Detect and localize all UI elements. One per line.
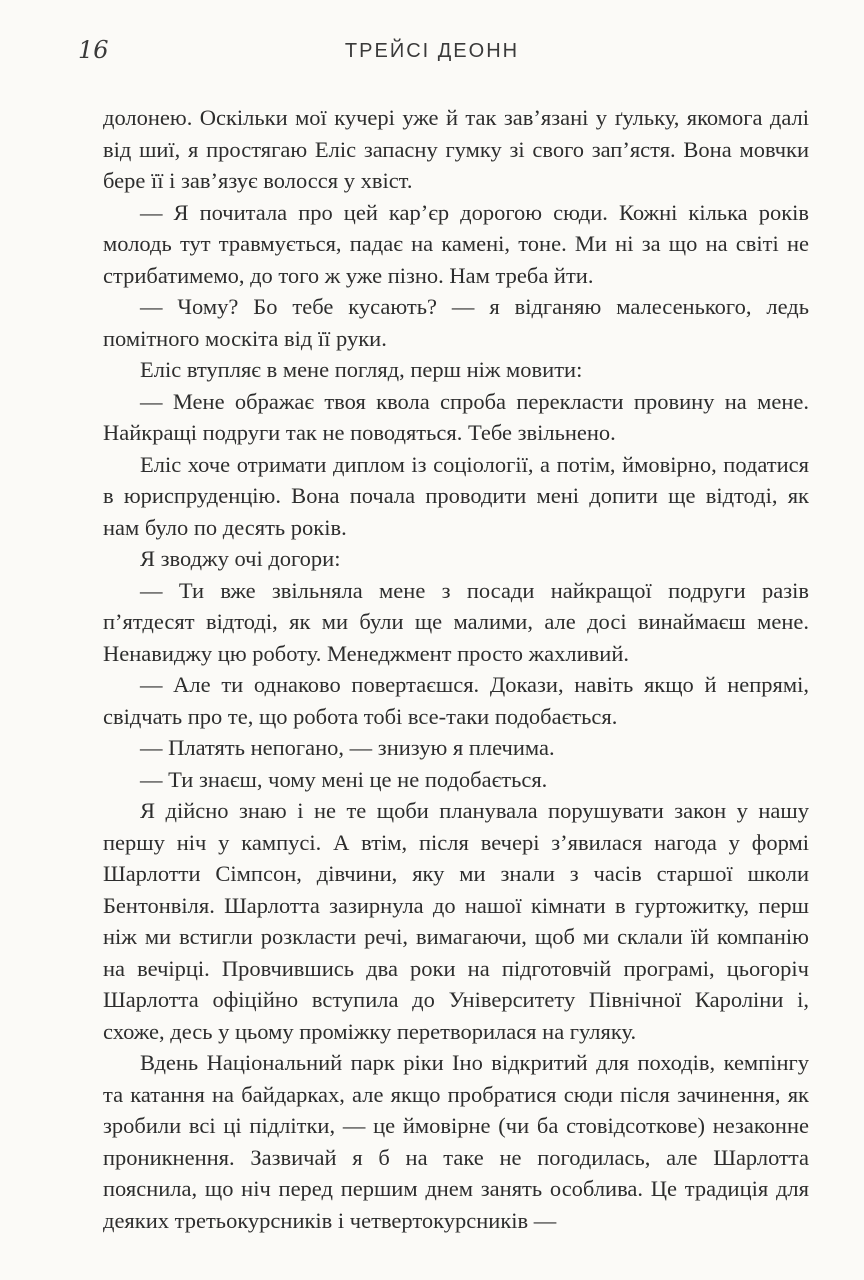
paragraph: — Платять непогано, — знизую я плечима.: [140, 735, 555, 760]
paragraph: — Ти вже звільняла мене з посади найкращої подруги разів п’ятдесят відтоді, як ми були ще малими, але досі винаймаєш мене. Ненавиджу цю роботу. Менеджмент просто жахливий.: [103, 577, 809, 666]
paragraph: — Чому? Бо тебе кусають? — я відганяю малесенького, ледь помітного москіта від її руки.: [103, 294, 809, 351]
page-number: 16: [78, 36, 109, 64]
paragraph: Еліс хоче отримати диплом із соціології, а потім, ймовірно, податися в юриспруденцію. Вона почала проводити мені допити ще відтоді, як нам було по десять років.: [103, 451, 809, 540]
paragraph: — Але ти однаково повертаєшся. Докази, навіть якщо й непрямі, свідчать про те, що робота тобі все-таки подобається.: [103, 672, 809, 729]
running-head-author: ТРЕЙСІ ДЕОНН: [344, 40, 520, 62]
paragraph: долонею. Оскільки мої кучері уже й так зав’язані у ґульку, якомога далі від шиї, я простягаю Еліс запасну гумку зі свого зап’ястя. Вона мовчки бере її і зав’язує волосся у хвіст.: [103, 105, 809, 193]
body-text: [103, 102, 809, 1236]
paragraph: Вдень Національний парк ріки Іно відкритий для походів, кемпінгу та катання на байдарках, але якщо пробратися сюди після зачинення, як зробили всі ці підлітки, — це ймовірне (чи ба стовідсоткове) незаконне проникнення. Зазвичай я б на таке не погодилась, але Шарлотта пояснила, що ніч перед першим днем занять особлива. Це традиція для деяких третьокурсників і четвертокурсників —: [103, 1050, 809, 1233]
paragraph: — Ти знаєш, чому мені це не подобається.: [140, 766, 548, 792]
paragraph: — Я почитала про цей кар’єр дорогою сюди. Кожні кілька років молодь тут травмується, падає на камені, тоне. Ми ні за що на світі не стрибатимемо, до того ж уже пізно. Нам треба йти.: [103, 199, 809, 288]
paragraph: — Мене ображає твоя квола спроба перекласти провину на мене. Найкращі подруги так не поводяться. Тебе звільнено.: [103, 388, 809, 445]
paragraph: Еліс втупляє в мене погляд, перш ніж мовити:: [140, 357, 583, 382]
paragraph: Я зводжу очі догори:: [140, 546, 341, 571]
paragraph: Я дійсно знаю і не те щоби планувала порушувати закон у нашу першу ніч у кампусі. А втім, після вечері з’явилася нагода у формі Шарлотти Сімпсон, дівчини, яку ми знали з часів старшої школи Бентонвіля. Шарлотта зазирнула до нашої кімнати в гуртожитку, перш ніж ми встигли розкласти речі, вимагаючи, щоб ми склали їй компанію на вечірці. Провчившись два роки на підготовчій програмі, цьогоріч Шарлотта офіційно вступила до Університету Північної Кароліни і, схоже, десь у цьому проміжку перетворилася на гуляку.: [103, 798, 809, 1044]
